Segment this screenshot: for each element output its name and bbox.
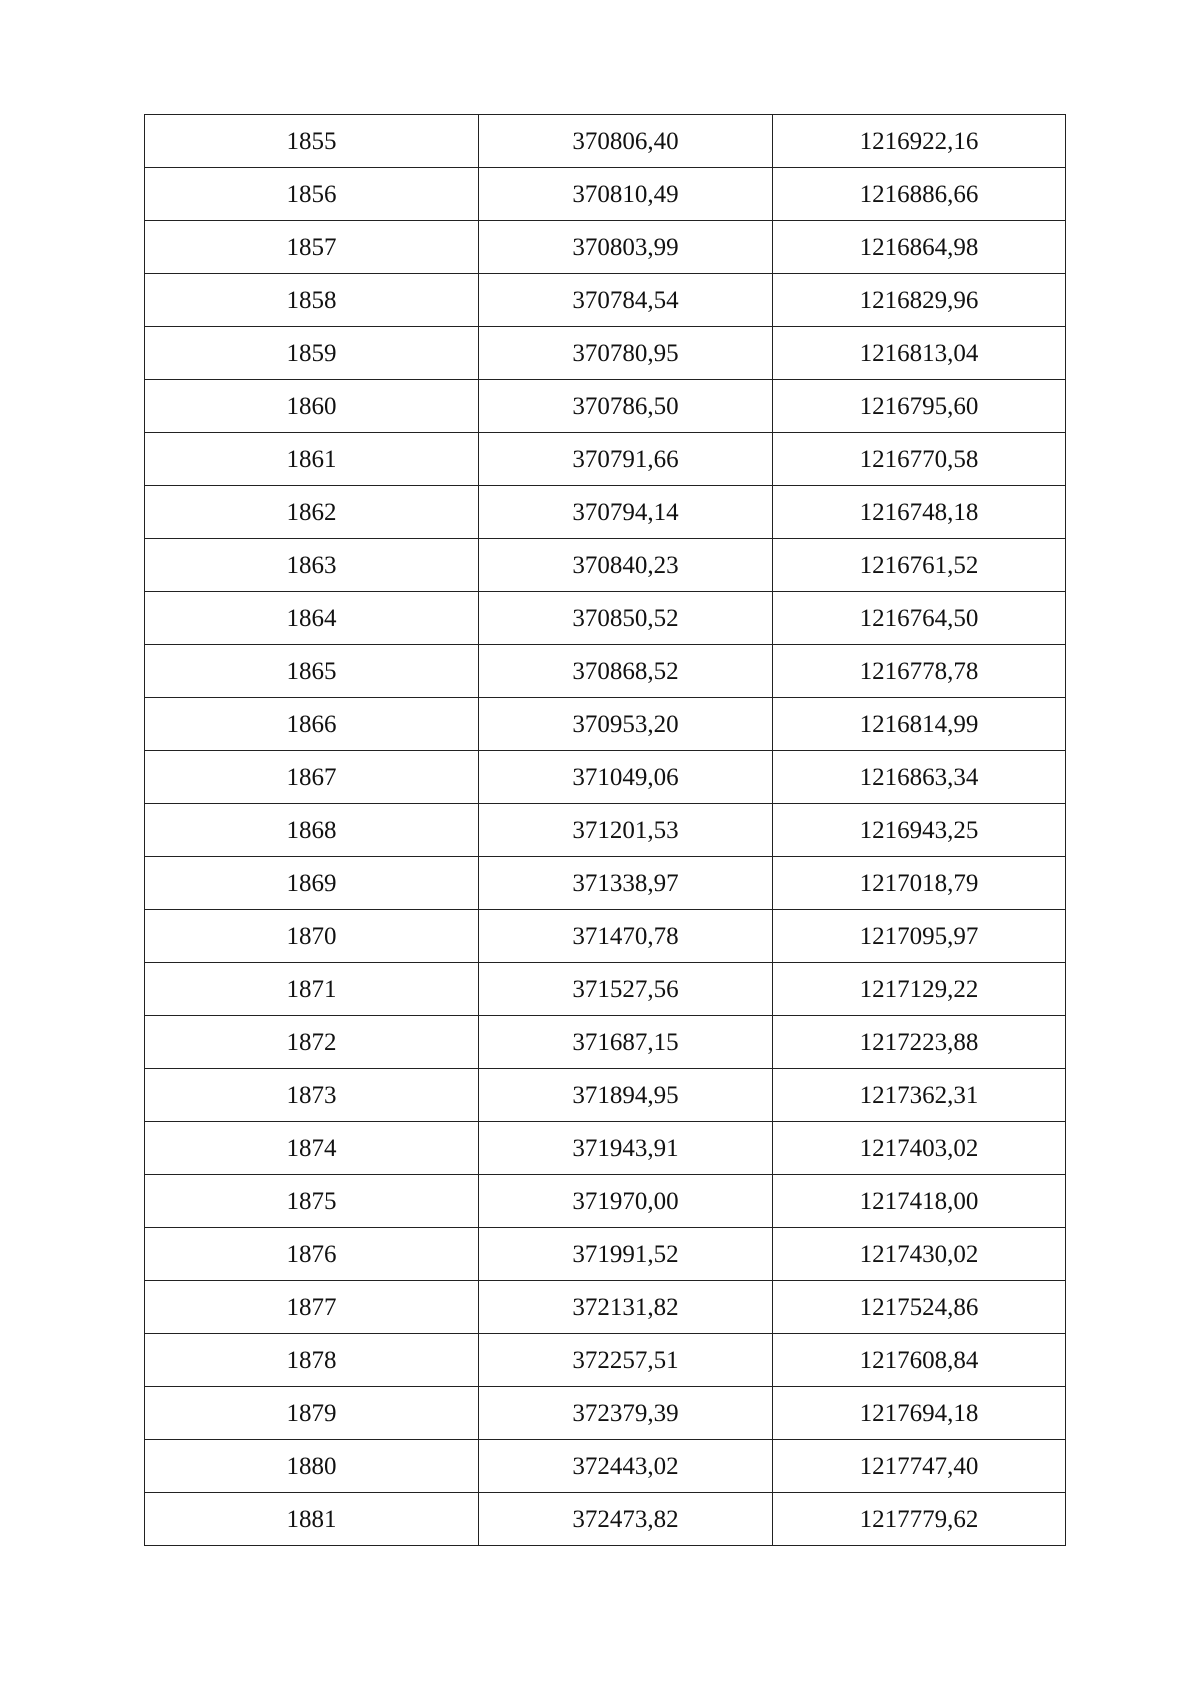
y-coordinate-cell: 1216813,04: [773, 327, 1066, 380]
x-coordinate-cell: 372379,39: [479, 1387, 773, 1440]
x-coordinate-cell: 371338,97: [479, 857, 773, 910]
point-number-cell: 1870: [145, 910, 479, 963]
y-coordinate-cell: 1216761,52: [773, 539, 1066, 592]
point-number-cell: 1873: [145, 1069, 479, 1122]
table-row: [145, 1175, 1066, 1228]
x-coordinate-cell: 371470,78: [479, 910, 773, 963]
table-row: [145, 910, 1066, 963]
x-coordinate-cell: 371991,52: [479, 1228, 773, 1281]
point-number-cell: 1875: [145, 1175, 479, 1228]
x-coordinate-cell: 371894,95: [479, 1069, 773, 1122]
y-coordinate-cell: 1216863,34: [773, 751, 1066, 804]
table-row: [145, 698, 1066, 751]
y-coordinate-cell: 1216770,58: [773, 433, 1066, 486]
coordinates-table: [144, 114, 1066, 1546]
x-coordinate-cell: 371049,06: [479, 751, 773, 804]
table-row: [145, 486, 1066, 539]
table-row: [145, 645, 1066, 698]
y-coordinate-cell: 1216922,16: [773, 115, 1066, 168]
y-coordinate-cell: 1217223,88: [773, 1016, 1066, 1069]
y-coordinate-cell: 1217362,31: [773, 1069, 1066, 1122]
table-row: [145, 1016, 1066, 1069]
y-coordinate-cell: 1216748,18: [773, 486, 1066, 539]
x-coordinate-cell: 370780,95: [479, 327, 773, 380]
y-coordinate-cell: 1216943,25: [773, 804, 1066, 857]
x-coordinate-cell: 370850,52: [479, 592, 773, 645]
point-number-cell: 1864: [145, 592, 479, 645]
table-row: [145, 1281, 1066, 1334]
table-row: [145, 1069, 1066, 1122]
table-row: [145, 221, 1066, 274]
point-number-cell: 1862: [145, 486, 479, 539]
point-number-cell: 1860: [145, 380, 479, 433]
x-coordinate-cell: 370806,40: [479, 115, 773, 168]
x-coordinate-cell: 371687,15: [479, 1016, 773, 1069]
x-coordinate-cell: 370791,66: [479, 433, 773, 486]
y-coordinate-cell: 1217129,22: [773, 963, 1066, 1016]
point-number-cell: 1863: [145, 539, 479, 592]
table-row: [145, 1228, 1066, 1281]
table-row: [145, 592, 1066, 645]
y-coordinate-cell: 1216795,60: [773, 380, 1066, 433]
point-number-cell: 1872: [145, 1016, 479, 1069]
y-coordinate-cell: 1216886,66: [773, 168, 1066, 221]
y-coordinate-cell: 1217430,02: [773, 1228, 1066, 1281]
table-row: [145, 539, 1066, 592]
point-number-cell: 1857: [145, 221, 479, 274]
point-number-cell: 1877: [145, 1281, 479, 1334]
x-coordinate-cell: 371201,53: [479, 804, 773, 857]
point-number-cell: 1868: [145, 804, 479, 857]
y-coordinate-cell: 1217095,97: [773, 910, 1066, 963]
x-coordinate-cell: 370810,49: [479, 168, 773, 221]
table-row: [145, 804, 1066, 857]
table-row: [145, 168, 1066, 221]
x-coordinate-cell: 372257,51: [479, 1334, 773, 1387]
point-number-cell: 1858: [145, 274, 479, 327]
table-row: [145, 857, 1066, 910]
y-coordinate-cell: 1217418,00: [773, 1175, 1066, 1228]
point-number-cell: 1874: [145, 1122, 479, 1175]
x-coordinate-cell: 371970,00: [479, 1175, 773, 1228]
table-row: [145, 751, 1066, 804]
y-coordinate-cell: 1216864,98: [773, 221, 1066, 274]
x-coordinate-cell: 371527,56: [479, 963, 773, 1016]
table-row: [145, 274, 1066, 327]
y-coordinate-cell: 1217694,18: [773, 1387, 1066, 1440]
table-row: [145, 1493, 1066, 1546]
point-number-cell: 1861: [145, 433, 479, 486]
x-coordinate-cell: 370953,20: [479, 698, 773, 751]
table-row: [145, 1334, 1066, 1387]
point-number-cell: 1869: [145, 857, 479, 910]
point-number-cell: 1859: [145, 327, 479, 380]
point-number-cell: 1879: [145, 1387, 479, 1440]
point-number-cell: 1880: [145, 1440, 479, 1493]
y-coordinate-cell: 1217779,62: [773, 1493, 1066, 1546]
x-coordinate-cell: 372473,82: [479, 1493, 773, 1546]
point-number-cell: 1867: [145, 751, 479, 804]
point-number-cell: 1866: [145, 698, 479, 751]
y-coordinate-cell: 1216829,96: [773, 274, 1066, 327]
point-number-cell: 1855: [145, 115, 479, 168]
y-coordinate-cell: 1217403,02: [773, 1122, 1066, 1175]
x-coordinate-cell: 372131,82: [479, 1281, 773, 1334]
y-coordinate-cell: 1217608,84: [773, 1334, 1066, 1387]
table-row: [145, 1387, 1066, 1440]
x-coordinate-cell: 371943,91: [479, 1122, 773, 1175]
y-coordinate-cell: 1217524,86: [773, 1281, 1066, 1334]
table-row: [145, 1440, 1066, 1493]
table-row: [145, 433, 1066, 486]
table-row: [145, 115, 1066, 168]
table-row: [145, 963, 1066, 1016]
x-coordinate-cell: 370803,99: [479, 221, 773, 274]
point-number-cell: 1878: [145, 1334, 479, 1387]
x-coordinate-cell: 370840,23: [479, 539, 773, 592]
x-coordinate-cell: 370868,52: [479, 645, 773, 698]
point-number-cell: 1856: [145, 168, 479, 221]
point-number-cell: 1871: [145, 963, 479, 1016]
table-row: [145, 1122, 1066, 1175]
y-coordinate-cell: 1216778,78: [773, 645, 1066, 698]
point-number-cell: 1865: [145, 645, 479, 698]
point-number-cell: 1881: [145, 1493, 479, 1546]
y-coordinate-cell: 1216814,99: [773, 698, 1066, 751]
y-coordinate-cell: 1217747,40: [773, 1440, 1066, 1493]
x-coordinate-cell: 372443,02: [479, 1440, 773, 1493]
x-coordinate-cell: 370786,50: [479, 380, 773, 433]
x-coordinate-cell: 370794,14: [479, 486, 773, 539]
table-row: [145, 327, 1066, 380]
table-row: [145, 380, 1066, 433]
coordinates-table-body: [145, 115, 1066, 1546]
point-number-cell: 1876: [145, 1228, 479, 1281]
x-coordinate-cell: 370784,54: [479, 274, 773, 327]
y-coordinate-cell: 1217018,79: [773, 857, 1066, 910]
y-coordinate-cell: 1216764,50: [773, 592, 1066, 645]
